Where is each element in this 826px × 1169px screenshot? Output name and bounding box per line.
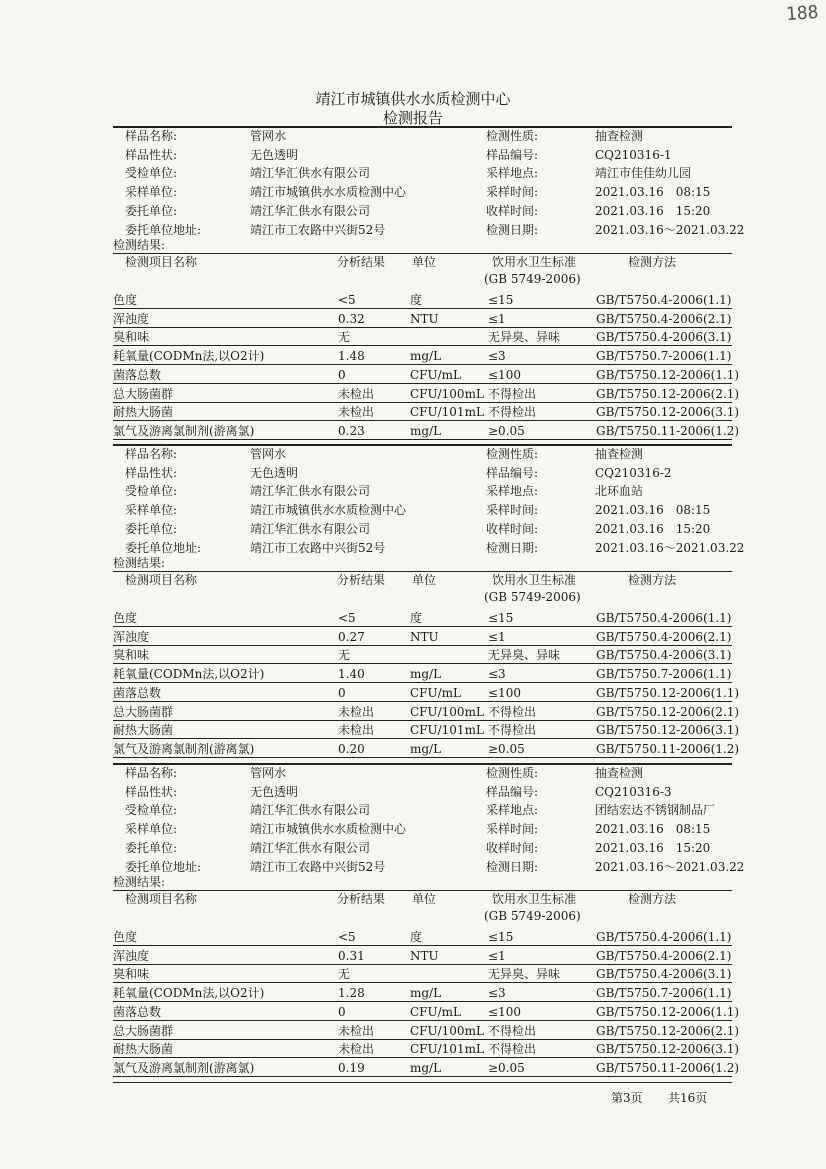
entrusting-unit-value: 靖江华汇供水有限公司 [250,203,371,218]
sampling-time-value: 2021.03.16 08:15 [595,503,711,518]
result-value: 未检出 [338,405,375,420]
result-method: GB/T5750.12-2006(1.1) [596,685,740,700]
table-row-rule [113,1076,732,1077]
result-unit: CFU/100mL [410,386,484,401]
result-value: 未检出 [338,386,375,401]
entrusting-unit-value: 靖江华汇供水有限公司 [250,840,371,855]
table-row-rule [113,738,732,739]
column-header-result: 分析结果 [337,892,386,906]
sampling-time-label: 采样时间: [486,503,539,518]
result-value: 无 [338,648,351,663]
entrusting-address-label: 委托单位地址: [125,859,202,874]
sample-name-value: 管网水 [250,766,287,780]
result-item-name: 菌落总数 [113,367,162,382]
table-row-rule [113,1020,732,1021]
result-value: 0.27 [338,629,365,644]
result-unit: mg/L [410,423,442,438]
result-standard: 不得检出 [488,704,537,719]
result-standard: ≤100 [488,685,521,700]
result-value: 未检出 [338,723,375,738]
handwritten-page-number: 188 [785,1,820,26]
column-header-unit: 单位 [412,892,437,906]
result-unit: 度 [410,930,423,944]
column-header-result: 分析结果 [337,255,386,269]
footer-page-number: 第3页 [611,1091,643,1105]
result-value: 未检出 [338,1042,375,1057]
result-item-name: 浑浊度 [113,948,150,963]
sampling-unit-label: 采样单位: [125,185,178,200]
result-method: GB/T5750.4-2006(1.1) [596,930,732,944]
sample-number-value: CQ210316-2 [595,465,672,480]
result-unit: NTU [410,948,439,963]
column-header-standard: 饮用水卫生标准 [492,573,577,587]
entrusting-address-label: 委托单位地址: [125,222,202,237]
result-standard: ≤3 [488,349,506,364]
result-item-name: 耐热大肠菌 [113,1042,174,1057]
result-standard: ≤1 [488,311,506,326]
report-title: 靖江市城镇供水水质检测中心 [315,90,511,108]
result-value: <5 [338,930,356,944]
column-header-item: 检测项目名称 [125,255,198,269]
column-header-standard-code: (GB 5749-2006) [484,909,581,923]
result-item-name: 臭和味 [113,330,150,345]
inspected-unit-label: 受检单位: [125,166,178,181]
result-item-name: 耗氧量(CODMn法,以O2计) [113,986,265,1001]
entrusting-address-value: 靖江市工农路中兴街52号 [250,222,386,237]
sampling-location-label: 采样地点: [486,803,539,818]
result-unit: mg/L [410,667,442,682]
result-item-name: 氯气及游离氯制剂(游离氯) [113,741,255,756]
column-header-item: 检测项目名称 [125,892,198,906]
result-method: GB/T5750.12-2006(1.1) [596,367,740,382]
result-value: <5 [338,611,356,625]
result-standard: ≤15 [488,611,514,625]
sampling-unit-label: 采样单位: [125,822,178,837]
sample-state-value: 无色透明 [250,784,299,799]
result-unit: CFU/101mL [410,1042,484,1057]
table-row-rule [113,682,732,683]
result-method: GB/T5750.4-2006(2.1) [596,629,732,644]
result-method: GB/T5750.4-2006(3.1) [596,330,732,345]
sampling-time-label: 采样时间: [486,185,539,200]
result-method: GB/T5750.7-2006(1.1) [596,349,732,364]
table-header-top-rule [113,571,732,572]
result-unit: NTU [410,629,439,644]
result-item-name: 氯气及游离氯制剂(游离氯) [113,1060,255,1075]
result-standard: 无异臭、异味 [488,648,561,663]
result-standard: ≤1 [488,948,506,963]
sampling-time-value: 2021.03.16 08:15 [595,822,711,837]
table-row-rule [113,757,732,758]
result-standard: 无异臭、异味 [488,967,561,982]
result-value: 1.48 [338,349,365,364]
sample-number-label: 样品编号: [486,465,539,480]
result-method: GB/T5750.4-2006(3.1) [596,648,732,663]
result-standard: 不得检出 [488,386,537,401]
result-method: GB/T5750.11-2006(1.2) [596,423,740,438]
sampling-unit-value: 靖江市城镇供水水质检测中心 [250,822,407,837]
result-unit: CFU/100mL [410,704,484,719]
result-item-name: 浑浊度 [113,311,150,326]
section-divider [113,126,732,128]
inspection-date-value: 2021.03.16～2021.03.22 [595,859,745,874]
receiving-time-value: 2021.03.16 15:20 [595,521,711,536]
sample-number-label: 样品编号: [486,784,539,799]
result-value: 未检出 [338,1023,375,1038]
receiving-time-value: 2021.03.16 15:20 [595,203,711,218]
table-row-rule [113,982,732,983]
sampling-location-label: 采样地点: [486,166,539,181]
result-value: 未检出 [338,704,375,719]
inspection-nature-label: 检测性质: [486,766,539,780]
table-row-rule [113,439,732,440]
inspection-date-label: 检测日期: [486,859,539,874]
result-standard: ≤100 [488,1004,521,1019]
result-unit: mg/L [410,349,442,364]
section-divider [113,444,732,446]
result-unit: CFU/101mL [410,405,484,420]
table-header-top-rule [113,890,732,891]
table-row-rule [113,402,732,403]
result-item-name: 总大肠菌群 [113,704,174,719]
inspection-nature-label: 检测性质: [486,129,539,143]
result-method: GB/T5750.12-2006(3.1) [596,1042,740,1057]
sampling-location-value: 靖江市佳佳幼儿园 [595,166,692,181]
result-value: 1.28 [338,986,365,1001]
column-header-method: 检测方法 [628,573,677,587]
sample-state-value: 无色透明 [250,465,299,480]
result-method: GB/T5750.11-2006(1.2) [596,1060,740,1075]
column-header-standard: 饮用水卫生标准 [492,255,577,269]
column-header-method: 检测方法 [628,892,677,906]
table-row-rule [113,1001,732,1002]
result-unit: CFU/mL [410,367,462,382]
result-method: GB/T5750.4-2006(1.1) [596,293,732,307]
column-header-standard-code: (GB 5749-2006) [484,590,581,604]
table-row-rule [113,1057,732,1058]
result-item-name: 菌落总数 [113,1004,162,1019]
table-row-rule [113,308,732,309]
receiving-time-value: 2021.03.16 15:20 [595,840,711,855]
sample-state-label: 样品性状: [125,784,178,799]
result-value: <5 [338,293,356,307]
sample-number-label: 样品编号: [486,147,539,162]
column-header-method: 检测方法 [628,255,677,269]
sample-name-label: 样品名称: [125,129,178,143]
sample-name-label: 样品名称: [125,447,178,461]
result-item-name: 菌落总数 [113,685,162,700]
inspection-nature-value: 抽查检测 [595,766,644,780]
receiving-time-label: 收样时间: [486,840,539,855]
result-value: 0.31 [338,948,365,963]
result-item-name: 色度 [113,611,138,625]
result-value: 0.23 [338,423,365,438]
column-header-result: 分析结果 [337,573,386,587]
result-item-name: 臭和味 [113,967,150,982]
result-standard: ≤3 [488,667,506,682]
report-subtitle: 检测报告 [382,109,443,127]
column-header-standard-code: (GB 5749-2006) [484,272,581,286]
sampling-time-value: 2021.03.16 08:15 [595,185,711,200]
sample-name-value: 管网水 [250,447,287,461]
result-item-name: 臭和味 [113,648,150,663]
table-row-rule [113,720,732,721]
result-standard: ≤15 [488,930,514,944]
table-row-rule [113,383,732,384]
result-unit: CFU/mL [410,1004,462,1019]
sample-name-label: 样品名称: [125,766,178,780]
result-standard: ≤100 [488,367,521,382]
entrusting-unit-label: 委托单位: [125,840,178,855]
result-method: GB/T5750.12-2006(1.1) [596,1004,740,1019]
table-row-rule [113,1039,732,1040]
result-item-name: 浑浊度 [113,629,150,644]
result-value: 0.20 [338,741,365,756]
result-value: 0 [338,685,346,700]
result-method: GB/T5750.7-2006(1.1) [596,667,732,682]
sampling-unit-value: 靖江市城镇供水水质检测中心 [250,503,407,518]
table-row-rule [113,364,732,365]
column-header-unit: 单位 [412,573,437,587]
inspection-nature-value: 抽查检测 [595,129,644,143]
result-unit: CFU/101mL [410,723,484,738]
result-standard: ≥0.05 [488,1060,525,1075]
results-label: 检测结果: [113,238,166,252]
result-item-name: 耐热大肠菌 [113,723,174,738]
result-value: 无 [338,967,351,982]
table-row-rule [113,945,732,946]
table-row-rule [113,345,732,346]
table-row-rule [113,420,732,421]
column-header-unit: 单位 [412,255,437,269]
result-unit: 度 [410,293,423,307]
entrusting-unit-value: 靖江华汇供水有限公司 [250,521,371,536]
result-method: GB/T5750.4-2006(1.1) [596,611,732,625]
result-unit: mg/L [410,1060,442,1075]
result-item-name: 耗氧量(CODMn法,以O2计) [113,349,265,364]
result-item-name: 总大肠菌群 [113,1023,174,1038]
result-value: 0.19 [338,1060,365,1075]
result-standard: ≤1 [488,629,506,644]
result-item-name: 耗氧量(CODMn法,以O2计) [113,667,265,682]
entrusting-unit-label: 委托单位: [125,203,178,218]
table-row-rule [113,663,732,664]
result-unit: NTU [410,311,439,326]
result-value: 1.40 [338,667,365,682]
sample-number-value: CQ210316-3 [595,784,672,799]
sample-state-label: 样品性状: [125,147,178,162]
inspected-unit-value: 靖江华汇供水有限公司 [250,803,371,818]
footer-total-pages: 共16页 [668,1091,708,1105]
table-row-rule [113,964,732,965]
sampling-location-value: 团结宏达不锈钢制品厂 [595,803,716,818]
result-standard: ≤3 [488,986,506,1001]
result-unit: 度 [410,611,423,625]
table-row-rule [113,626,732,627]
result-standard: 不得检出 [488,1023,537,1038]
inspection-date-label: 检测日期: [486,540,539,555]
table-header-top-rule [113,253,732,254]
inspection-date-value: 2021.03.16～2021.03.22 [595,540,745,555]
result-method: GB/T5750.12-2006(2.1) [596,386,740,401]
sampling-unit-label: 采样单位: [125,503,178,518]
result-standard: ≥0.05 [488,741,525,756]
result-item-name: 氯气及游离氯制剂(游离氯) [113,423,255,438]
result-item-name: 耐热大肠菌 [113,405,174,420]
sample-number-value: CQ210316-1 [595,147,672,162]
result-item-name: 总大肠菌群 [113,386,174,401]
inspection-nature-value: 抽查检测 [595,447,644,461]
entrusting-address-value: 靖江市工农路中兴街52号 [250,859,386,874]
result-value: 0.32 [338,311,365,326]
result-standard: 无异臭、异味 [488,330,561,345]
inspected-unit-value: 靖江华汇供水有限公司 [250,484,371,499]
inspection-date-value: 2021.03.16～2021.03.22 [595,222,745,237]
inspection-date-label: 检测日期: [486,222,539,237]
result-value: 无 [338,330,351,345]
result-unit: CFU/mL [410,685,462,700]
result-unit: CFU/100mL [410,1023,484,1038]
result-value: 0 [338,367,346,382]
table-row-rule [113,327,732,328]
sample-name-value: 管网水 [250,129,287,143]
result-method: GB/T5750.12-2006(2.1) [596,1023,740,1038]
sampling-location-value: 北环血站 [595,484,644,499]
entrusting-address-value: 靖江市工农路中兴街52号 [250,540,386,555]
result-item-name: 色度 [113,930,138,944]
result-method: GB/T5750.4-2006(2.1) [596,948,732,963]
entrusting-unit-label: 委托单位: [125,521,178,536]
result-unit: mg/L [410,986,442,1001]
sample-state-label: 样品性状: [125,465,178,480]
result-method: GB/T5750.7-2006(1.1) [596,986,732,1001]
receiving-time-label: 收样时间: [486,521,539,536]
column-header-item: 检测项目名称 [125,573,198,587]
result-standard: ≤15 [488,293,514,307]
result-method: GB/T5750.12-2006(2.1) [596,704,740,719]
sampling-unit-value: 靖江市城镇供水水质检测中心 [250,185,407,200]
sampling-time-label: 采样时间: [486,822,539,837]
result-value: 0 [338,1004,346,1019]
result-method: GB/T5750.12-2006(3.1) [596,405,740,420]
table-row-rule [113,701,732,702]
receiving-time-label: 收样时间: [486,203,539,218]
result-standard: 不得检出 [488,723,537,738]
inspected-unit-label: 受检单位: [125,484,178,499]
result-method: GB/T5750.11-2006(1.2) [596,741,740,756]
result-method: GB/T5750.12-2006(3.1) [596,723,740,738]
results-label: 检测结果: [113,875,166,889]
result-item-name: 色度 [113,293,138,307]
entrusting-address-label: 委托单位地址: [125,540,202,555]
footer-rule [113,1082,732,1083]
result-standard: 不得检出 [488,405,537,420]
result-standard: 不得检出 [488,1042,537,1057]
inspected-unit-label: 受检单位: [125,803,178,818]
result-method: GB/T5750.4-2006(2.1) [596,311,732,326]
column-header-standard: 饮用水卫生标准 [492,892,577,906]
result-standard: ≥0.05 [488,423,525,438]
results-label: 检测结果: [113,556,166,570]
inspected-unit-value: 靖江华汇供水有限公司 [250,166,371,181]
sampling-location-label: 采样地点: [486,484,539,499]
result-unit: mg/L [410,741,442,756]
table-row-rule [113,645,732,646]
sample-state-value: 无色透明 [250,147,299,162]
section-divider [113,763,732,765]
result-method: GB/T5750.4-2006(3.1) [596,967,732,982]
inspection-nature-label: 检测性质: [486,447,539,461]
